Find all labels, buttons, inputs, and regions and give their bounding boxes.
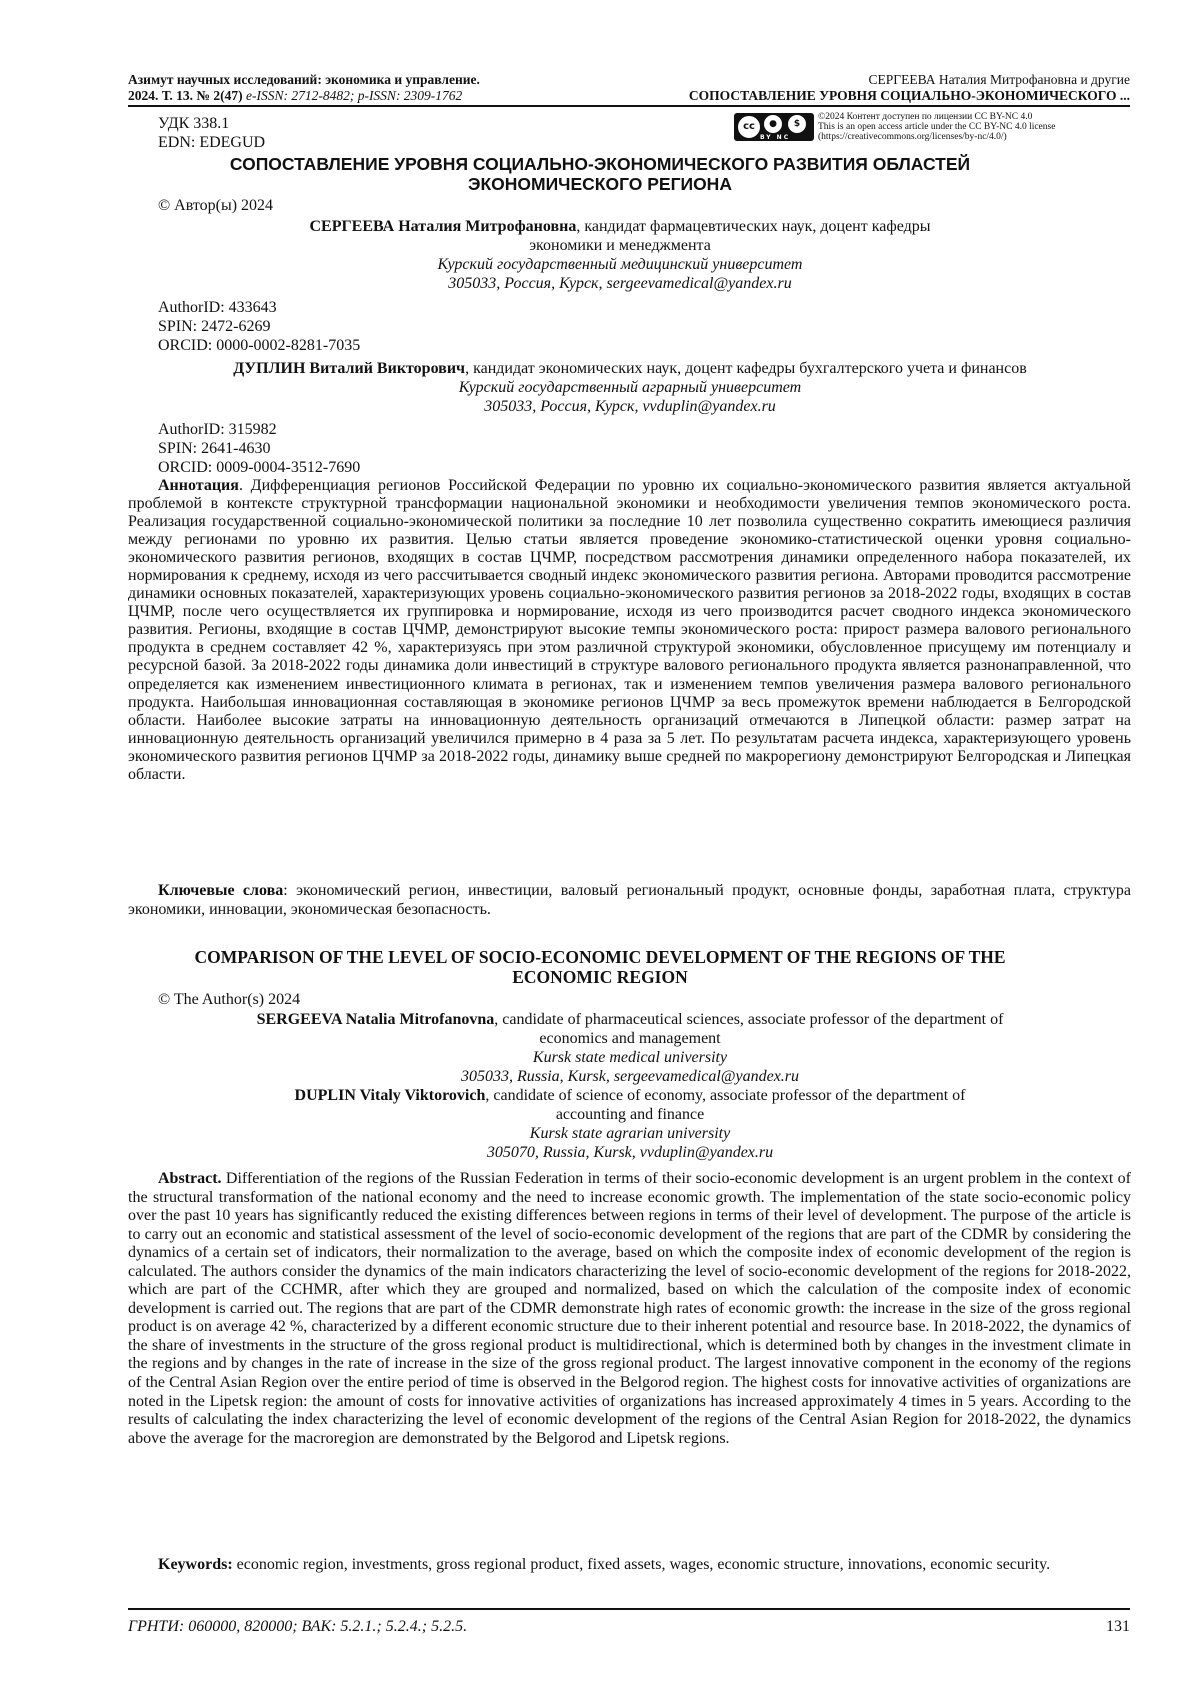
author-2-author-id: AuthorID: 315982 bbox=[158, 421, 277, 438]
journal-volume: 2024. Т. 13. № 2(47) bbox=[128, 88, 243, 103]
abstract-ru-text: . Дифференциация регионов Российской Федерации по уровню их социально-экономического развития является актуальной проблемой в контексте структурной трансформации национальной экономики и необходимости увеличения темпов экономического роста. Реализация государственной социально-экономической политики за последние 10 лет позволила существенно сократить имеющиеся различия между регионами по уровню их развития. Целью статьи является проведение экономико-статистической оценки уровня социально-экономического развития регионов, входящих в состав ЦЧМР, посредством рассмотрения динамики определенного набора показателей, их нормирования к среднему, исходя из чего рассчитывается сводный индекс экономического развития региона. Авторами проводится рассмотрение динамики основных показателей, характеризующих уровень социально-экономического развития регионов за 2018-2022 годы, входящих в состав ЦЧМР, после чего осуществляется их группировка и нормирование, исходя из чего производится расчет сводного индекса экономического развития. Регионы, входящие в состав ЦЧМР, демонстрируют высокие темпы экономического роста: прирост размера валового регионального продукта в среднем составляет 42 %, характеризуясь при этом различной структурой экономики, обусловленное присущему им потенциалу и ресурсной базой. За 2018-2022 годы динамика доли инвестиций в структуре валового регионального продукта является разнонаправленной, что определяется как изменением инвестиционного климата в регионах, так и изменением темпов увеличения размера валового регионального продукта. Наибольшая инновационная составляющая в экономике регионов ЦЧМР за весь промежуток времени наблюдается в Белгородской области. Наиболее высокие затраты на инновационную деятельность организаций отмечаются в Липецкой области: размер затрат на инновационную деятельность организаций увеличился примерно в 4 раза за 5 лет. По результатам расчета индекса, характеризующего уровень экономического развития регионов ЦЧМР за 2018-2022 годы, динамику выше средней по макрорегиону демонстрируют Белгородская и Липецкая области. bbox=[128, 477, 1131, 783]
author-2-ru-university: Курский государственный аграрный университет bbox=[458, 379, 802, 396]
keywords-ru-label: Ключевые слова bbox=[158, 882, 284, 899]
license-text bbox=[818, 112, 1138, 142]
author-1-ru-position: , кандидат фармацевтических наук, доцент кафедры bbox=[576, 218, 931, 235]
author-1-en-line bbox=[140, 1010, 1120, 1029]
edn-code: EDN: EDEGUD bbox=[158, 134, 266, 151]
title-en-line-1: COMPARISON OF THE LEVEL OF SOCIO-ECONOMIC DEVELOPMENT OF THE REGIONS OF THE bbox=[194, 947, 1006, 967]
udk-block bbox=[158, 114, 265, 152]
author-1-orcid: ORCID: 0000-0002-8281-7035 bbox=[158, 337, 361, 354]
udk-code: УДК 338.1 bbox=[158, 115, 230, 132]
keywords-ru bbox=[128, 882, 1131, 919]
title-en-line-2: ECONOMIC REGION bbox=[512, 967, 688, 987]
abstract-en bbox=[128, 1170, 1131, 1448]
author-1-en-address[interactable]: 305033, Russia, Kursk, sergeevamedical@yandex.ru bbox=[460, 1068, 800, 1085]
author-1-ru bbox=[180, 217, 1060, 293]
license-line-ru: ©2024 Контент доступен по лицензии CC BY-NC 4.0 bbox=[818, 112, 1033, 122]
keywords-en-text: economic region, investments, gross regional product, fixed assets, wages, economic structure, innovations, economic security. bbox=[232, 1556, 1051, 1573]
cc-icon: cc bbox=[737, 115, 761, 139]
header-divider bbox=[128, 105, 1130, 107]
article-title-en bbox=[150, 947, 1050, 987]
author-1-ru-position-2: экономики и менеджмента bbox=[529, 237, 711, 254]
classification-codes: ГРНТИ: 060000, 820000; ВАК: 5.2.1.; 5.2.4.; 5.2.5. bbox=[128, 1618, 468, 1635]
author-1-spin: SPIN: 2472-6269 bbox=[158, 318, 271, 335]
nc-dollar-icon: $ bbox=[788, 115, 806, 133]
running-head-title: СОПОСТАВЛЕНИЕ УРОВНЯ СОЦИАЛЬНО-ЭКОНОМИЧЕСКОГО ... bbox=[688, 88, 1130, 103]
license-url[interactable]: (https://creativecommons.org/licenses/by-nc/4.0/) bbox=[818, 132, 1007, 142]
cc-by-nc-logo-icon[interactable] bbox=[734, 113, 814, 141]
abstract-ru-label: Аннотация bbox=[158, 477, 239, 494]
author-1-ru-name: СЕРГЕЕВА Наталия Митрофановна bbox=[309, 218, 577, 235]
author-1-ru-address[interactable]: 305033, Россия, Курск, sergeevamedical@yandex.ru bbox=[448, 275, 792, 292]
author-1-en-university: Kursk state medical university bbox=[532, 1049, 728, 1066]
author-1-en-position: , candidate of pharmaceutical sciences, associate professor of the department of bbox=[494, 1011, 1004, 1028]
keywords-en bbox=[128, 1556, 1131, 1575]
author-2-identifiers bbox=[158, 420, 360, 477]
by-person-icon: ● bbox=[764, 115, 782, 133]
running-head bbox=[570, 72, 1130, 104]
copyright-en: © The Author(s) 2024 bbox=[158, 991, 301, 1008]
author-1-author-id: AuthorID: 433643 bbox=[158, 299, 277, 316]
license-line-en: This is an open access article under the CC BY-NC 4.0 license bbox=[818, 122, 1056, 132]
abstract-ru bbox=[128, 477, 1131, 784]
author-1-en-name: SERGEEVA Natalia Mitrofanovna bbox=[256, 1011, 495, 1028]
author-2-orcid: ORCID: 0009-0004-3512-7690 bbox=[158, 459, 361, 476]
running-head-authors: СЕРГЕЕВА Наталия Митрофановна и другие bbox=[868, 72, 1130, 87]
author-2-en-name: DUPLIN Vitaly Viktorovich bbox=[294, 1087, 486, 1104]
title-ru-line-2: ЭКОНОМИЧЕСКОГО РЕГИОНА bbox=[468, 174, 732, 194]
journal-issn: e-ISSN: 2712-8482; p-ISSN: 2309-1762 bbox=[245, 88, 463, 103]
author-1-identifiers bbox=[158, 298, 360, 355]
author-2-ru-address[interactable]: 305033, Россия, Курск, vvduplin@yandex.ru bbox=[484, 398, 776, 415]
abstract-en-text: Differentiation of the regions of the Russian Federation in terms of their socio-economic development is an urgent problem in the context of the structural transformation of the national economy and the need to increase economic growth. The implementation of the state socio-economic policy over the past 10 years has significantly reduced the existing differences between regions in terms of their level of development. The purpose of the article is to carry out an economic and statistical assessment of the level of socio-economic development of the regions that are part of the CDMR by considering the dynamics of a certain set of indicators, their normalization to the average, based on which the composite index of economic development of the region is calculated. The authors consider the dynamics of the main indicators characterizing the level of socio-economic development of the regions for 2018-2022, which are part of the CCHMR, after which they are grouped and normalized, based on which the calculation of the composite index of economic development is carried out. The regions that are part of the CDMR demonstrate high rates of economic growth: the increase in the size of the gross regional product is on average 42 %, characterized by a different economic structure due to their inherent potential and resource base. In 2018-2022, the dynamics of the share of investments in the structure of the gross regional product is multidirectional, which is determined both by changes in the investment climate in the regions and by changes in the rate of increase in the size of the gross regional product. The largest innovative component in the economy of the regions of the Central Asian Region over the entire period of time is observed in the Belgorod region. The highest costs for innovative activities of organizations are noted in the Lipetsk region: the amount of costs for innovative activities of organizations has increased approximately 4 times in 5 years. According to the results of calculating the index characterizing the level of economic development of the regions of the Central Asian Region for 2018-2022, the dynamics above the average for the macroregion are demonstrated by the Belgorod and Lipetsk regions. bbox=[128, 1170, 1131, 1447]
author-2-en-address[interactable]: 305070, Russia, Kursk, vvduplin@yandex.ru bbox=[486, 1144, 774, 1161]
author-2-ru bbox=[140, 359, 1120, 416]
author-1-ru-line bbox=[180, 217, 1060, 236]
author-2-spin: SPIN: 2641-4630 bbox=[158, 440, 271, 457]
title-ru-line-1: СОПОСТАВЛЕНИЕ УРОВНЯ СОЦИАЛЬНО-ЭКОНОМИЧЕСКОГО РАЗВИТИЯ ОБЛАСТЕЙ bbox=[229, 154, 971, 174]
author-2-en-position: , candidate of science of economy, associate professor of the department of bbox=[485, 1087, 966, 1104]
author-1-ru-university: Курский государственный медицинский университет bbox=[437, 256, 803, 273]
author-2-ru-line bbox=[140, 359, 1120, 378]
keywords-en-label: Keywords: bbox=[158, 1556, 233, 1573]
copyright-ru: © Автор(ы) 2024 bbox=[158, 197, 274, 214]
author-2-en-university: Kursk state agrarian university bbox=[529, 1125, 731, 1142]
license-block bbox=[734, 113, 1134, 143]
cc-label: BY NC bbox=[760, 134, 791, 141]
author-2-ru-position: , кандидат экономических наук, доцент кафедры бухгалтерского учета и финансов bbox=[465, 360, 1027, 377]
page-number: 131 bbox=[1106, 1618, 1130, 1635]
journal-name: Азимут научных исследований: экономика и управление. bbox=[128, 72, 480, 87]
author-2-en-position-2: accounting and finance bbox=[555, 1106, 705, 1123]
authors-en bbox=[140, 1010, 1120, 1162]
author-2-en-line bbox=[140, 1086, 1120, 1105]
abstract-en-label: Abstract. bbox=[158, 1170, 222, 1187]
footer-divider bbox=[128, 1608, 1130, 1610]
author-1-en-position-2: economics and management bbox=[539, 1030, 721, 1047]
keywords-ru-text: : экономический регион, инвестиции, валовый региональный продукт, основные фонды, заработная плата, структура экономики, инновации, экономическая безопасность. bbox=[128, 882, 1132, 918]
author-2-ru-name: ДУПЛИН Виталий Викторович bbox=[233, 360, 466, 377]
article-title-ru bbox=[150, 154, 1050, 194]
